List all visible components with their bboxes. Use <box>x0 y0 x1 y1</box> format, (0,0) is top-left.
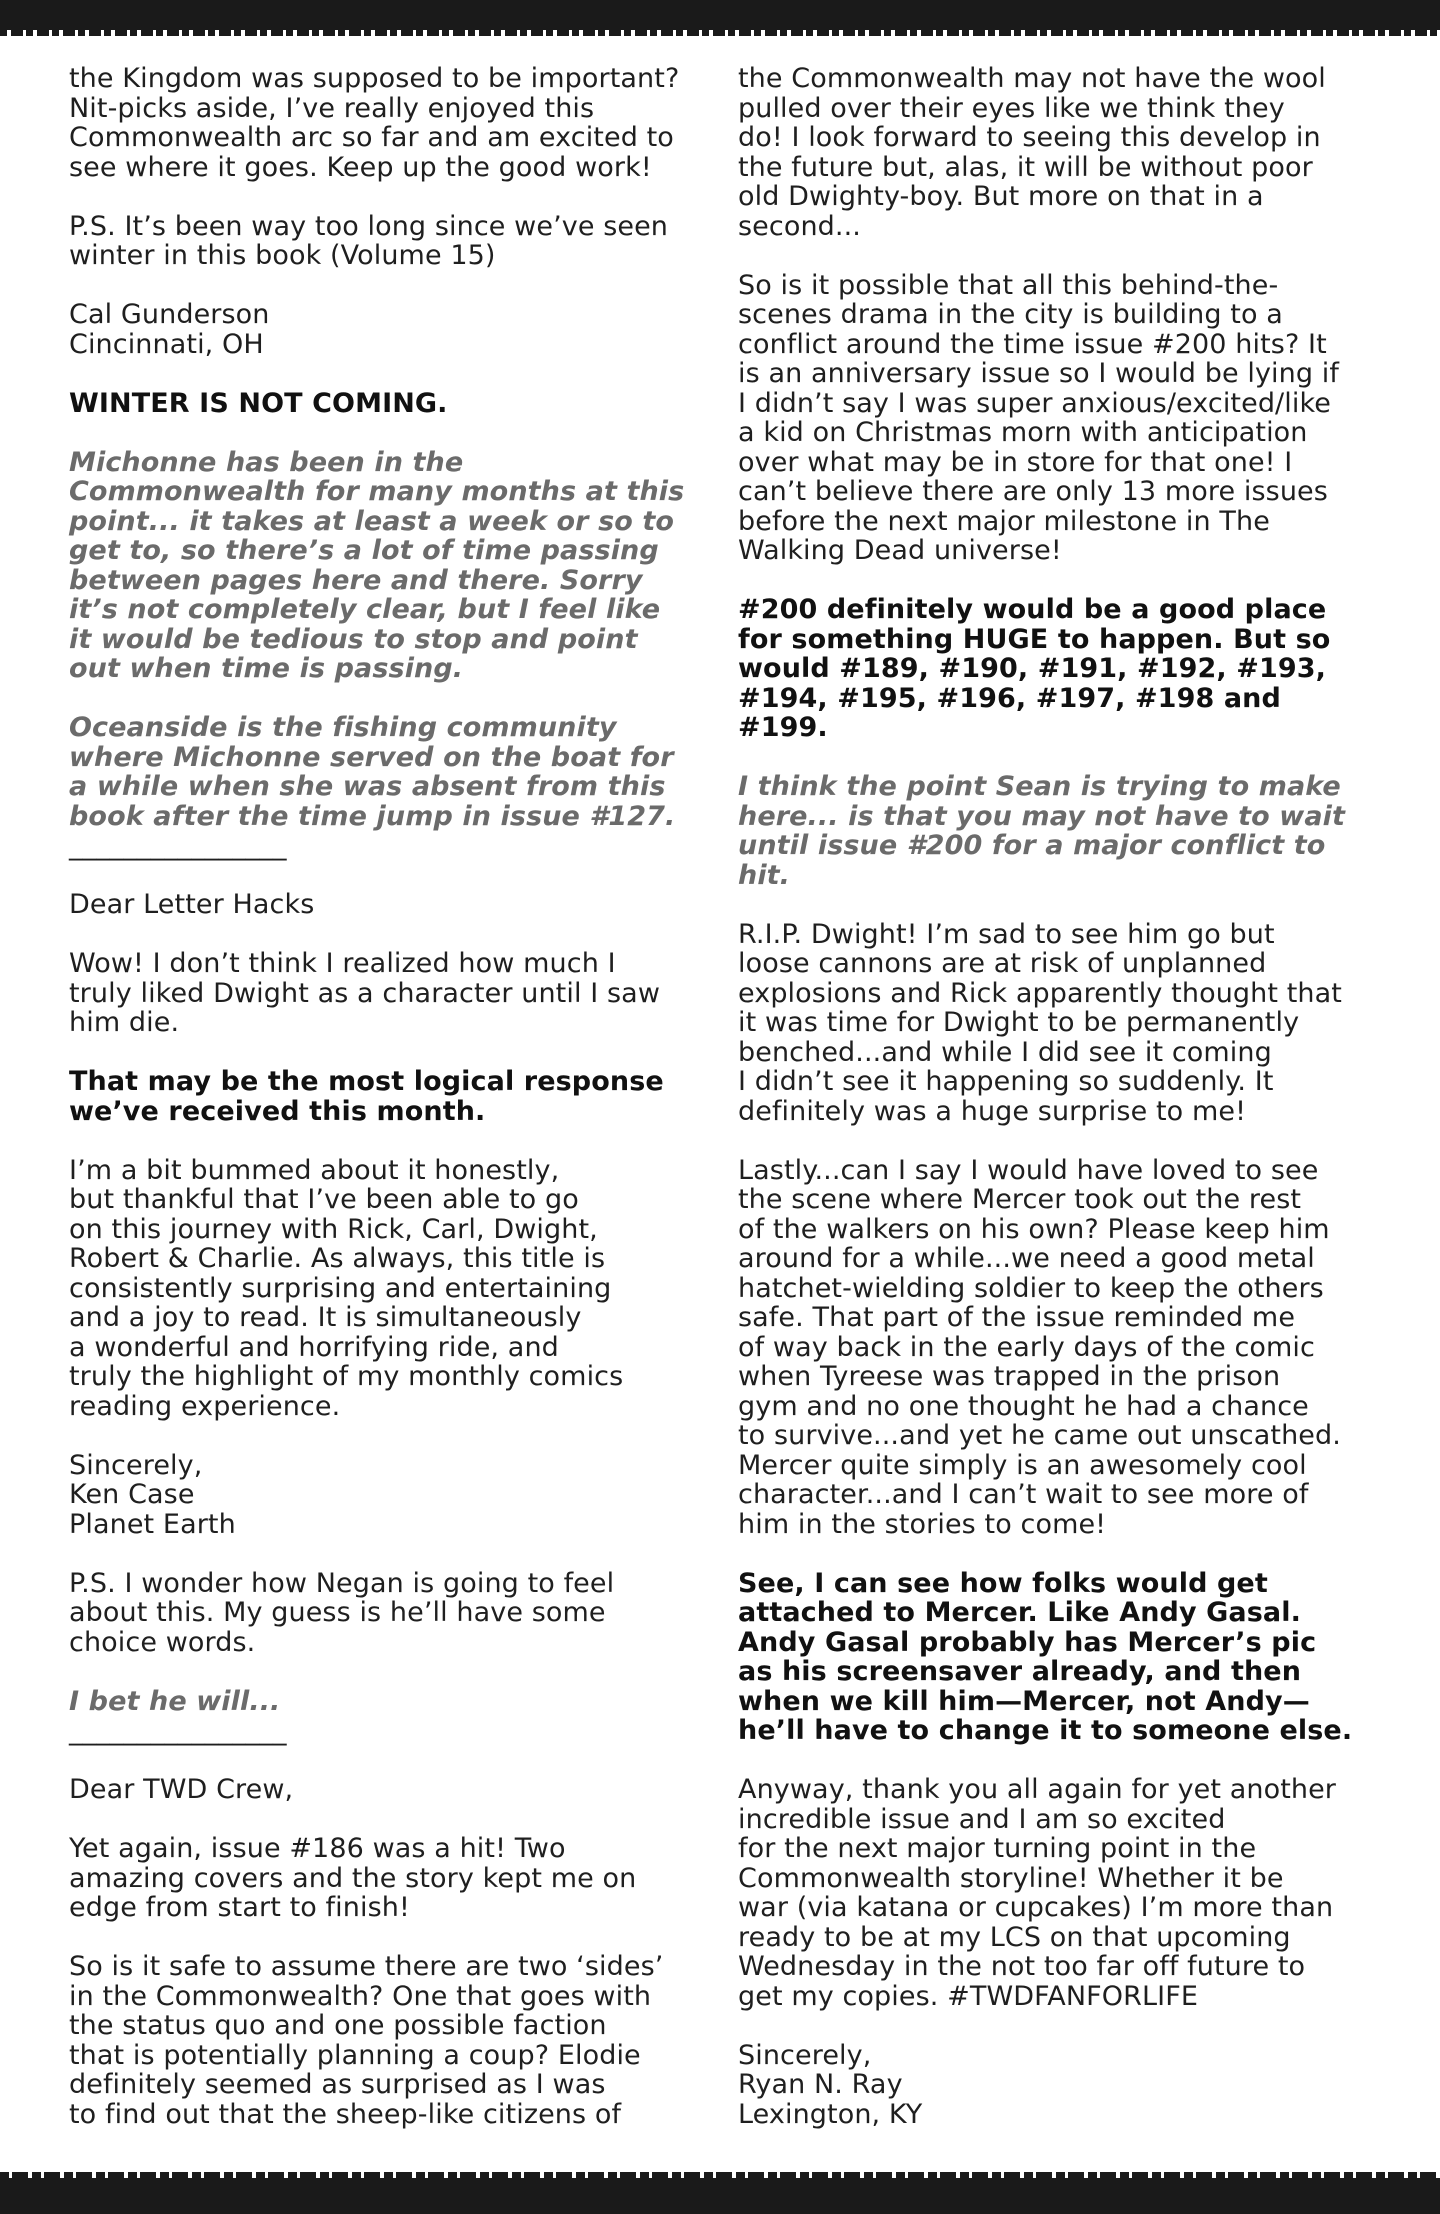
editor-reply: I bet he will... <box>69 1685 281 1717</box>
top-torn-border <box>0 0 1440 30</box>
letter-paragraph: Anyway, thank you all again for yet another incredible issue and I am so excited for the next major turning point in the Commonwealth storyline! Whether it be war (via katana or cupcakes) I’m more than ready to be at my LCS on that upcoming Wednesday in the not too far off future to get my copies. #TWDFANFORLIFE <box>738 1774 1337 2012</box>
editor-reply-bold: See, I can see how folks would get attached to Mercer. Like Andy Gasal. Andy Gasal probably has Mercer’s pic as his screensaver already, and then when we kill him—Mercer, not Andy— he’ll have to change it to someone else. <box>738 1567 1353 1746</box>
letter-paragraph: Wow! I don’t think I realized how much I truly liked Dwight as a character until I saw him die. <box>69 948 660 1038</box>
editor-reply: Michonne has been in the Commonwealth for many months at this point... it takes at least a week or so to get to, so there’s a lot of time passing between pages here and there. Sorry it’s not completely clear, but I feel like it would be tedious to stop and point out when time is passing. <box>69 446 685 684</box>
letter-separator: ________________ <box>69 1715 287 1746</box>
letter-paragraph: the Commonwealth may not have the wool pulled over their eyes like we think they do! I look forward to seeing this develop in the future but, alas, it will be without poor old Dwighty-boy. But more on that in a second... <box>738 63 1326 242</box>
letter-paragraph: So is it possible that all this behind-the- scenes drama in the city is building to a conflict around the time issue #200 hits? It is an anniversary issue so I would be lying if I didn’t say I was super anxious/excited/like a kid on Christmas morn with anticipation over what may be in store for that one! I can’t believe there are only 13 more issues before the next major milestone in The Walking Dead universe! <box>738 269 1339 566</box>
letter-greeting: Dear TWD Crew, <box>69 1774 294 1805</box>
editor-reply: I think the point Sean is trying to make here... is that you may not have to wait until issue #200 for a major conflict to hit. <box>738 771 1346 891</box>
letter-paragraph: P.S. I wonder how Negan is going to feel about this. My guess is he’ll have some choice words. <box>69 1567 615 1658</box>
letter-paragraph: the Kingdom was supposed to be important? Nit-picks aside, I’ve really enjoyed this Commonwealth arc so far and am excited to see where it goes. Keep up the good work! <box>69 63 680 183</box>
letter-signature: Sincerely, Ken Case Planet Earth <box>69 1449 236 1540</box>
right-column <box>738 64 1388 2159</box>
letter-paragraph: So is it safe to assume there are two ‘sides’ in the Commonwealth? One that goes with the status quo and one possible faction that is potentially planning a coup? Elodie definitely seemed as surprised as I was to find out that the sheep-like citizens of <box>69 1951 664 2130</box>
letter-greeting: Dear Letter Hacks <box>69 889 315 920</box>
letter-paragraph: I’m a bit bummed about it honestly, but thankful that I’ve been able to go on this journey with Rick, Carl, Dwight, Robert & Charlie. As always, this title is consistently surprising and entertaining and a joy to read. It is simultaneously a wonderful and horrifying ride, and truly the highlight of my monthly comics reading experience. <box>69 1154 624 1422</box>
letter-paragraph: Yet again, issue #186 was a hit! Two amazing covers and the story kept me on edge from start to finish! <box>69 1833 637 1923</box>
editor-reply-bold: WINTER IS NOT COMING. <box>69 387 448 419</box>
bottom-torn-border <box>0 2178 1440 2214</box>
left-column <box>69 64 719 2159</box>
letter-paragraph: P.S. It’s been way too long since we’ve seen winter in this book (Volume 15) <box>69 210 669 271</box>
editor-reply: Oceanside is the fishing community where Michonne served on the boat for a while when she was absent from this book after the time jump in issue #127. <box>69 712 676 832</box>
letter-paragraph: R.I.P. Dwight! I’m sad to see him go but loose cannons are at risk of unplanned explosions and Rick apparently thought that it was time for Dwight to be permanently benched...and while I did see it coming I didn’t see it happening so suddenly. It definitely was a huge surprise to me! <box>738 918 1342 1127</box>
letter-signature: Cal Gunderson Cincinnati, OH <box>69 299 270 360</box>
editor-reply-bold: That may be the most logical response we’ve received this month. <box>69 1066 664 1127</box>
editor-reply-bold: #200 definitely would be a good place for something HUGE to happen. But so would #189, #190, #191, #192, #193, #194, #195, #196, #197, #198 and #199. <box>738 594 1331 743</box>
letter-separator: ________________ <box>69 830 287 861</box>
letter-paragraph: Lastly...can I say I would have loved to see the scene where Mercer took out the rest of the walkers on his own? Please keep him around for a while...we need a good metal hatchet-wielding soldier to keep the others safe. That part of the issue reminded me of way back in the early days of the comic when Tyreese was trapped in the prison gym and no one thought he had a chance to survive...and yet he came out unscathed. Mercer quite simply is an awesomely cool character...and I can’t wait to see more of him in the stories to come! <box>738 1154 1341 1540</box>
letter-signature: Sincerely, Ryan N. Ray Lexington, KY <box>738 2039 923 2130</box>
